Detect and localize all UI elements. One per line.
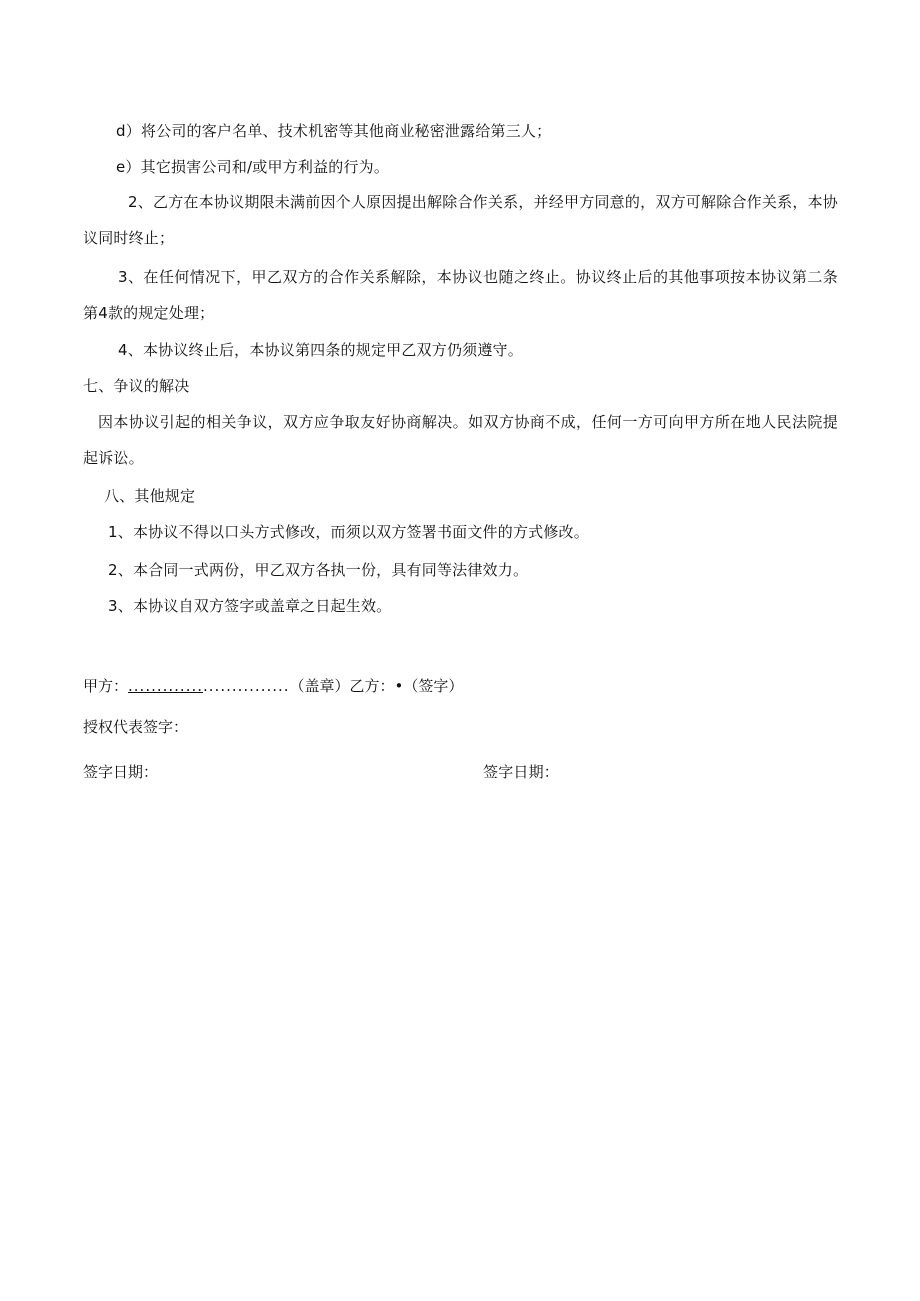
authorized-representative: 授权代表签字：	[83, 718, 189, 736]
termination-item-4: 4、本协议终止后，本协议第四条的规定甲乙双方仍须遵守。	[118, 341, 523, 359]
signature-blank-underlined: .............	[128, 677, 204, 695]
signature-blank: ...............	[203, 677, 290, 695]
section-8-item-2: 2、本合同一式两份，甲乙双方各执一份，具有同等法律效力。	[108, 561, 529, 579]
party-a-label: 甲方：	[83, 677, 129, 695]
clause-e: e）其它损害公司和/或甲方利益的行为。	[116, 158, 390, 176]
clause-d: d）将公司的客户名单、技术机密等其他商业秘密泄露给第三人；	[116, 122, 552, 140]
seal-and-party-b: （盖章）乙方：•（签字）	[289, 677, 464, 695]
termination-item-2: 2、乙方在本协议期限未满前因个人原因提出解除合作关系，并经甲方同意的，双方可解除合作关系，本协议同时终止；	[83, 193, 838, 247]
section-7-heading: 七、争议的解决	[83, 377, 190, 395]
section-8-heading: 八、其他规定	[104, 487, 196, 505]
section-8-item-1: 1、本协议不得以口头方式修改，而须以双方签署书面文件的方式修改。	[108, 523, 589, 541]
sign-date-party-a: 签字日期：	[83, 763, 159, 781]
termination-item-3: 3、在任何情况下，甲乙双方的合作关系解除，本协议也随之终止。协议终止后的其他事项按本协议第二条第4款的规定处理；	[83, 268, 838, 322]
signature-line	[83, 676, 463, 696]
section-7-body: 因本协议引起的相关争议，双方应争取友好协商解决。如双方协商不成，任何一方可向甲方所在地人民法院提起诉讼。	[83, 413, 838, 467]
sign-date-party-b: 签字日期：	[483, 763, 560, 781]
section-8-item-3: 3、本协议自双方签字或盖章之日起生效。	[108, 597, 392, 615]
